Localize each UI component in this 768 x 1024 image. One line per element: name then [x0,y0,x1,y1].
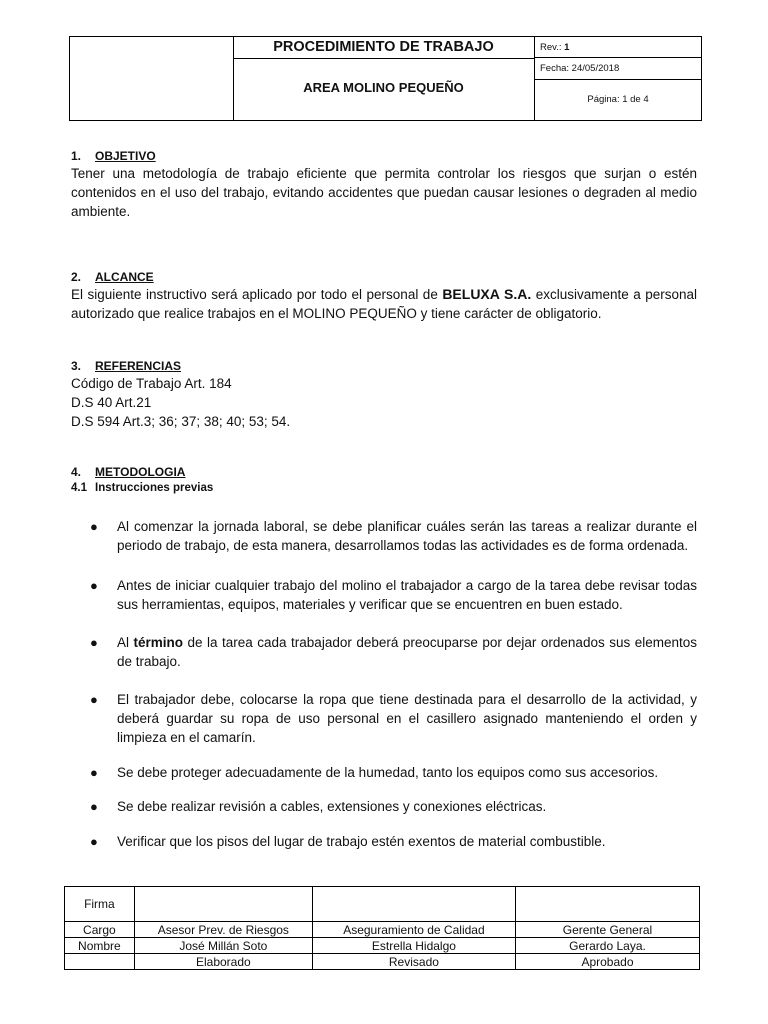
revision-cell [535,37,701,58]
table-cell [65,954,135,970]
instructions-list [71,517,697,851]
section-referencias-title [71,358,697,374]
table-row [65,954,700,970]
section-objetivo-text: Tener una metodología de trabajo eficiente que permita controlar los riesgos que surjan o estén contenidos en el uso del trabajo, evitando accidentes que puedan causar lesiones o degraden al medio ambiente. [71,166,697,219]
table-cell: Gerardo Laya. [515,938,699,954]
list-item-text: Antes de iniciar cualquier trabajo del molino el trabajador a cargo de la tarea debe revisar todas sus herramientas, equipos, materiales y verificar que se encuentren en buen estado. [117,578,697,612]
list-item-text: Se debe realizar revisión a cables, extensiones y conexiones eléctricas. [117,799,547,814]
list-item [71,633,697,671]
subsection-title-text: Instrucciones previas [95,482,214,494]
document-body [71,148,697,851]
reference-item: D.S 40 Art.21 [71,395,152,410]
list-item-text: Se debe proteger adecuadamente de la humedad, tanto los equipos como sus accesorios. [117,765,659,780]
page-number-cell: Página: 1 de 4 [587,94,649,105]
signature-table [64,886,700,970]
area-title: AREA MOLINO PEQUEÑO [233,58,535,120]
table-cell: Revisado [312,954,515,970]
bullet3-prefix: Al [117,635,134,650]
table-row [65,922,700,938]
table-cell: Gerente General [515,922,699,938]
list-item [71,763,697,782]
subsection-number: 4.1 [71,482,87,494]
date-cell: Fecha: 24/05/2018 [535,58,701,80]
signature-cell [134,887,312,922]
section-number: 2. [71,270,82,284]
section-alcance-text [71,285,697,323]
row-label: Nombre [65,938,135,954]
list-item [71,690,697,747]
reference-item: Código de Trabajo Art. 184 [71,376,232,391]
revision-label: Rev.: [540,42,565,53]
table-cell: Elaborado [134,954,312,970]
bullet3-bold-word: término [133,635,184,650]
section-title-text: OBJETIVO [95,149,156,163]
section-metodologia-title [71,464,697,480]
signature-cell [515,887,699,922]
subsection-title [71,480,697,496]
bullet-icon: ● [90,765,98,780]
section-title-text: METODOLOGIA [95,465,186,479]
alcance-text-after: exclusivamente a personal autorizado que realice trabajos en el MOLINO PEQUEÑO y tiene carácter de obligatorio. [71,287,697,321]
list-item-text: Verificar que los pisos del lugar de trabajo estén exentos de material combustible. [117,834,606,849]
table-cell: Estrella Hidalgo [312,938,515,954]
section-alcance-title [71,269,697,285]
bullet-icon: ● [90,519,98,534]
signature-cell [312,887,515,922]
bullet-icon: ● [90,799,98,814]
reference-item: D.S 594 Art.3; 36; 37; 38; 40; 53; 54. [71,414,291,429]
logo-cell [70,37,234,120]
revision-value: 1 [564,42,570,53]
bullet-icon: ● [90,834,98,849]
list-item [71,517,697,555]
document-title: PROCEDIMIENTO DE TRABAJO [233,37,535,59]
alcance-text-before: El siguiente instructivo será aplicado por todo el personal de [71,287,443,302]
company-name: BELUXA S.A. [442,286,532,302]
list-item [71,797,697,816]
section-title-text: REFERENCIAS [95,359,182,373]
list-item-text: El trabajador debe, colocarse la ropa que tiene destinada para el desarrollo de la actividad, y deberá guardar su ropa de uso personal en el casillero asignado manteniendo el orden y limpieza en el camarín. [117,692,697,745]
bullet-icon: ● [90,635,98,650]
list-item [71,576,697,614]
bullet-icon: ● [90,578,98,593]
table-cell: Asesor Prev. de Riesgos [134,922,312,938]
section-objetivo-title [71,148,697,164]
section-number: 3. [71,359,82,373]
table-row [65,938,700,954]
table-row [65,887,700,922]
list-item-text: Al comenzar la jornada laboral, se debe planificar cuáles serán las tareas a realizar durante el periodo de trabajo, de esta manera, desarrollamos todas las actividades es de forma ordenada. [117,519,697,553]
section-title-text: ALCANCE [95,270,154,284]
bullet-icon: ● [90,692,98,707]
section-number: 1. [71,149,82,163]
document-header [69,36,702,121]
table-cell: Aprobado [515,954,699,970]
row-label: Cargo [65,922,135,938]
table-cell: Aseguramiento de Calidad [312,922,515,938]
list-item [71,832,697,851]
table-cell: José Millán Soto [134,938,312,954]
list-item-text: de la tarea cada trabajador deberá preocuparse por dejar ordenados sus elementos de trabajo. [117,635,697,669]
section-number: 4. [71,465,82,479]
row-label: Firma [65,887,135,922]
